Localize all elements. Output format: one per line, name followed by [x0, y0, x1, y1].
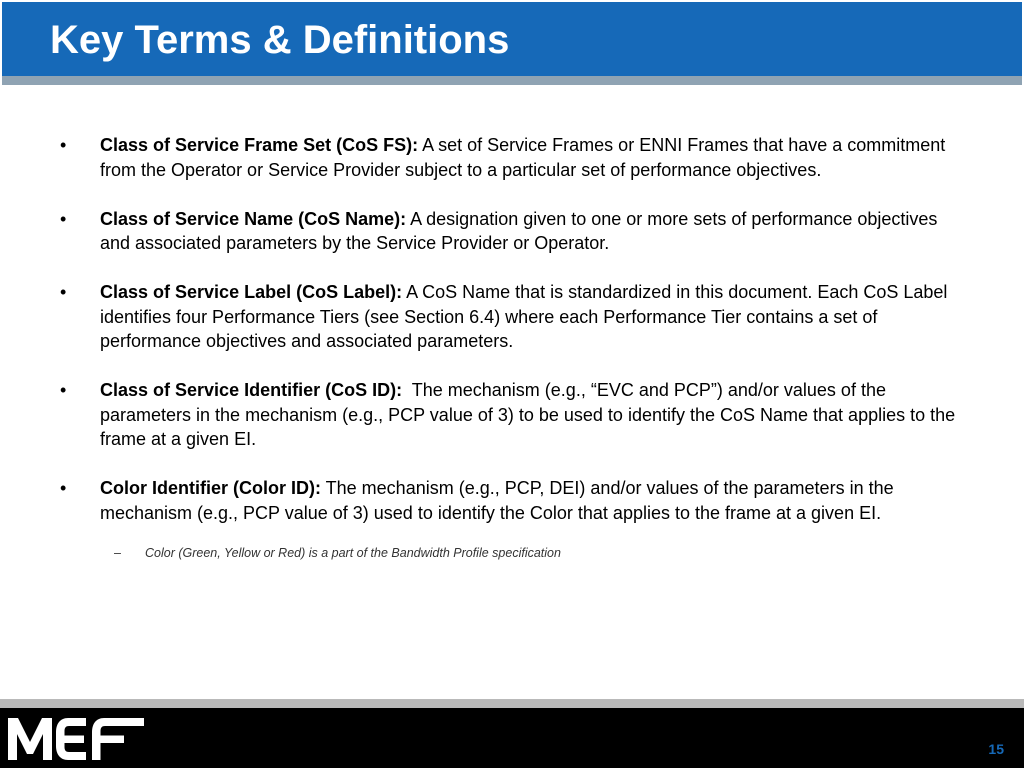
definition-term: Class of Service Name (CoS Name): — [100, 208, 407, 229]
footer-divider — [0, 699, 1024, 708]
definition-term: Color Identifier (Color ID): — [100, 478, 321, 498]
definition-text: A CoS Name that is standardized in this document. Each CoS Label identifies four Performance Tiers (see Section 6.4) where each Performance Tier contains a set of performance objectives and associated parameters. — [100, 282, 948, 351]
definition-text: A designation given to one or more sets of performance objectives and associated parameters by the Service Provider or Operator. — [100, 208, 938, 253]
bullet-marker: • — [60, 380, 67, 400]
definition-item-cos-fs — [56, 133, 966, 182]
definition-item-cos-name — [56, 207, 966, 256]
sub-note — [56, 544, 966, 562]
bullet-marker: • — [60, 208, 67, 229]
definition-item-color-id — [56, 476, 966, 525]
sub-bullet-marker: – — [114, 545, 121, 560]
bullet-marker: • — [60, 478, 67, 498]
footer-bar — [0, 708, 1024, 768]
page-number: 15 — [988, 741, 1004, 757]
definitions-list — [56, 133, 966, 562]
header-divider — [2, 76, 1022, 85]
definition-item-cos-label — [56, 280, 966, 354]
definition-text: A set of Service Frames or ENNI Frames that have a commitment from the Operator or Service Provider subject to a particular set of performance objectives. — [100, 135, 946, 180]
definition-item-cos-id — [56, 378, 966, 452]
mef-logo — [6, 712, 146, 764]
slide-title: Key Terms & Definitions — [50, 18, 510, 62]
bullet-marker: • — [60, 282, 67, 302]
bullet-marker: • — [60, 135, 67, 155]
definition-term: Class of Service Identifier (CoS ID): — [100, 380, 403, 400]
definition-term: Class of Service Frame Set (CoS FS): — [100, 135, 419, 155]
definition-text: The mechanism (e.g., “EVC and PCP”) and/or values of the parameters in the mechanism (e.g., PCP value of 3) to be used to identify the CoS Name that applies to the frame at a given EI. — [100, 380, 961, 449]
header-bar — [2, 2, 1022, 76]
sub-note-text: Color (Green, Yellow or Red) is a part of the Bandwidth Profile specification — [145, 545, 561, 560]
definition-term: Class of Service Label (CoS Label): — [100, 282, 403, 302]
definition-text: The mechanism (e.g., PCP, DEI) and/or values of the parameters in the mechanism (e.g., PCP value of 3) used to identify the Color that applies to the frame at a given EI. — [100, 478, 894, 523]
